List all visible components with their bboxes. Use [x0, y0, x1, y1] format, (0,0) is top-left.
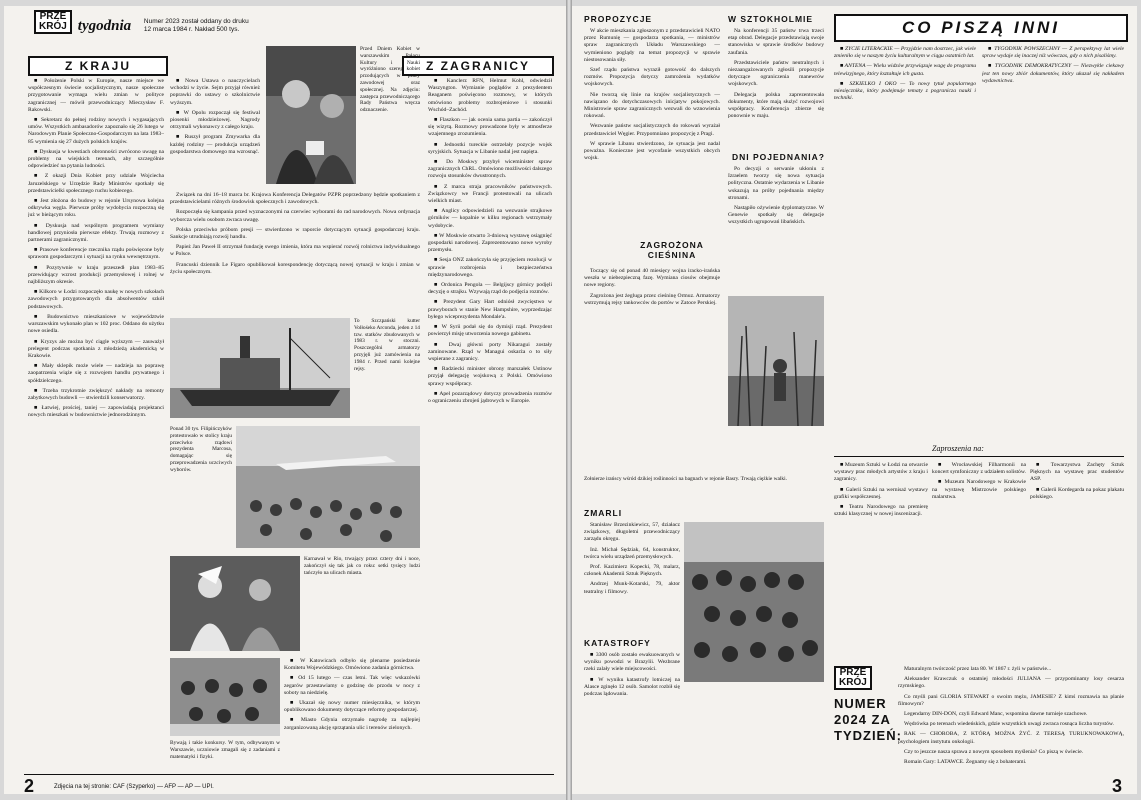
next-issue-item: Aleksander Krawczuk o ostatniej młodości JULIANA — przypominamy losy cesarza rzymskiego. — [898, 676, 1124, 690]
award-ceremony-caption: Przed Dniem Kobiet w warszawskim Pałacu Kultury i Nauki wyróżniono szereg kobiet przodujących w pracy zawodowej oraz społecznej. Na zdjęciu: zastępca przewodniczącego Rady Państwa wręcza odznaczenie. — [360, 46, 420, 114]
photo-credits: Zdjęcia na tej stronie: CAF (Szyperko) — AFP — AP — UPI. — [54, 784, 214, 790]
next-issue-list — [898, 666, 1124, 790]
zagranica-column — [428, 78, 552, 770]
kraj-item: ■ Kryzys ale można być ciągle wyższym — zauważył prelegent podczas spotkania z młodzieżą akademicką w Krakowie. — [28, 338, 164, 359]
kraj-item: ■ Od 15 lutego — czas letni. Tak więc wskazówki zegarów przestawiamy o godzinę do przodu w nocy z soboty na niedzielę. — [284, 675, 420, 696]
zagranica-item: ■ Flaszkon — jak ocenia sama partia — zakończył się wizytą. Rozmowy prowadzone były w atmosferze wzajemnego zrozumienia. — [428, 117, 552, 138]
left-page — [4, 6, 566, 794]
zagranica-item: ■ Do Moskwy przybył wiceminister spraw zagranicznych ChRL. Omówiono możliwości dalszego rozwoju stosunków dwustronnych. — [428, 159, 552, 180]
kraj-item: ■ Prasowe konferencje rzecznika rządu poświęcone były sprawom gospodarczym i sytuacji na rynku wewnętrznym. — [28, 247, 164, 261]
katastrofy-heading: KATASTROFY — [584, 638, 651, 648]
zaproszenia-rule — [834, 456, 1124, 457]
kraj-item: ■ Miasto Gdynia otrzymało nagrodę za najlepiej zorganizowaną akcję sprzątania ulic i terenów zielonych. — [284, 717, 420, 731]
ship-caption: To Szczpański kutter Volłośeko Arconda, jeden z 14 tzw. statków zbudowanych w 1983 r. w stoczni. Poszczególni armatorzy przyjęli już zamówienia na 1984 r. Przed nami kolejne rejsy. — [354, 318, 420, 372]
kraj-item: ■ Pozytywnie w kraju przeszedł plan 1983–85 przewidujący wzrost produkcji przemysłowej i rolnej w najbliższym okresie. — [28, 264, 164, 286]
next-issue-item: Czy to jeszcze nasza sprawa z nowym sposobem myślenia? Co piszą w świecie. — [904, 748, 1084, 755]
zagrozona-column: Toczący się od ponad 40 miesięcy wojna iracko-irańska weszła w niebezpieczną fazę. Wymiana ciosów obejmuje nowe regiony. Zagrożona jest żegluga przez cieśninę Ormuz. Armatorzy wstrzymują rejsy tankowców do portów w Zatoce Perskiej. — [584, 268, 720, 306]
kraj-item: ■ Ukazał się nowy numer miesięcznika, w którym opublikowano dokumenty dotyczące reformy gospodarczej. — [284, 700, 420, 714]
zmarli-column: Stanisław Brzezinkiewicz, 57, działacz związkowy, długoletni przewodniczący zarządu okręgu. Inż. Michał Sędziak, 64, konstruktor, twórca wielu urządzeń przemysłowych. Prof. Kazimierz Kopecki, 78, malarz, członek Akademii Sztuk Pięknych. Andrzej Munk-Kotarski, 79, aktor teatralny i filmowy. — [584, 522, 680, 595]
swamp-caption: Żołnierze irańscy wśród dzikiej roślinności na bagnach w rejonie Basry. Trwają ciężkie walki. — [584, 476, 787, 482]
classroom-photo — [170, 658, 280, 736]
zagranica-item: ■ Dwaj główni porty Nikaragui zostały zaminowane. Rząd w Managui oskarża o to siły wspierane z zagranicy. — [428, 341, 552, 362]
right-page — [572, 6, 1137, 794]
kraj-item: Papież Jan Paweł II otrzymał fundację swego imienia, która ma wspierać rozwój rolnictwa indywidualnego w Polsce. — [170, 244, 420, 258]
kraj-item: Francuski dziennik Le Figaro opublikował korespondencję dotyczącą nowej sytuacji w kraju i zmian w życiu społecznym. — [170, 261, 420, 275]
next-issue-item: Romain Gary: LATAWCE. Żegnamy się z bohaterami. — [904, 759, 1027, 766]
kraj-item: ■ Kilkoro w Łodzi rozpoczęło naukę w nowych szkołach zawodowych przygotowanych dla absolwentów szkół podstawowych. — [28, 289, 164, 310]
zagrozona-heading: ZAGROŻONA CIEŚNINA — [640, 240, 704, 260]
dni-column: Po decyzji o serwanie ukłoniu z Izraelem tworzy się nowa sytuacja polityczna. Ostatnie wydarzenia w Libanie wskazują na próby pojednania między stronami. Nastąpiło ożywienie dyplomatyczne. W Genewie spotkały się delegacje wszystkich ugrupowań libańskich. — [728, 166, 824, 226]
zagranica-item: ■ W Moskwie otwarto 3-dniową wystawę osiągnięć gospodarki narodowej. Zaprezentowano nowe wyroby przemysłu. — [428, 232, 552, 254]
zaproszenia-column-1: ■ Muzeum Sztuki w Łodzi na otwarcie wystawy prac młodych artystów z kraju i zagranicy. ■ Galerii Sztuki na wernisaż wystawy grafiki współczesnej. ■ Teatru Narodowego na premierę sztuki klasycznej w nowej inscenizacji. — [834, 462, 928, 518]
kraj-item: ■ Mały sklepik może wiele — nadzieja na poprawę zaopatrzenia wiąże się z rozwojem handlu prywatnego i spółdzielczego. — [28, 363, 164, 384]
zagranica-item: ■ Apel pozarządowy dotyczy prowadzenia rozmów o ograniczeniu zbrojeń jądrowych w Europie. — [428, 390, 552, 404]
kraj-column-2-bottom — [284, 658, 420, 768]
inni-column-1: ■ ŻYCIE LITERACKIE — Przyjdzie nam dostrzec, jak wiele zmieniło się w naszym życiu kulturalnym w ciągu ostatnich lat. ■ ANTENA — Wielu widzów przywiązuje wagę do programu telewizyjnego, który kształtuje ich gusta. ■ SZKIELKO I OKO — To nowy tytuł popularnego miesięcznika, który podejmuje tematy z pogranicza nauki i techniki. — [834, 46, 976, 102]
masthead-logo: PRZE KRÓJ — [34, 10, 72, 34]
carnival-photo — [170, 556, 300, 651]
kraj-item: ■ Ruszył program Zmywarka dla każdej rodziny — produkcja urządzeń gospodarstwa domowego ma wzrosnąć. — [170, 134, 260, 155]
kraj-item: ■ Dyskusja w kwestiach obronności zwrócono uwagę na problemy na wiejskich terenach, aby szczególnie odpowiedzieć na pytania ludności. — [28, 148, 164, 170]
protest-photo — [236, 426, 420, 548]
zagranica-item: ■ Sesja ONZ zakończyła się przyjęciem rezolucji w sprawie rozbrojenia i bezpieczeństwa międzynarodowego. — [428, 257, 552, 278]
section-header-poland: Z KRAJU — [28, 56, 168, 76]
zagranica-item: ■ Radziecki minister obrony marszałek Ustinow przyjął delegację wojskową z Polski. Omówiono sprawy współpracy. — [428, 366, 552, 387]
zagranica-item: ■ Ordonica Pengola — Belgijscy górnicy podjęli decyzję o strajku. Wzywają rząd do podjęcia rozmów. — [428, 282, 552, 296]
zaproszenia-column-2: ■ Wrocławskiej Filharmonii na koncert symfoniczny z udziałem solistów. ■ Muzeum Narodowego w Krakowie na wystawę Mistrzowie polskiego malarstwa. — [932, 462, 1026, 500]
kraj-column-2-top — [170, 78, 260, 186]
kraj-item: ■ Jest złożona do budowy w rejonie Ursynowa kolejna odkrywka węgla. Pierwsze próby wydobycia rozpoczną się już w bieżącym roku. — [28, 198, 164, 219]
propozycje-heading: PROPOZYCJE — [584, 14, 653, 24]
carnival-caption: Karnawał w Rio, trwający przez cztery dni i noce, zakończył się tak jak co roku: setki tysięcy ludzi tańczyło na ulicach miasta. — [304, 556, 420, 576]
next-issue-item: Maturalnym twórczość przez lata 80. W 1867 r. żyli w państwie... — [904, 666, 1052, 672]
zagranica-item: ■ Z marca straja pracowników państwowych. Związkowcy we Francji protestowali na ulicach wielkich miast. — [428, 183, 552, 205]
kraj-item: ■ Z okazji Dnia Kobiet przy udziale Wojciecha Jaruzelskiego w Urzędzie Rady Ministrów spotkały się przedstawicielki społecznego ruchu kobiecego. — [28, 173, 164, 194]
co-pisza-inni-banner: CO PISZĄ INNI — [834, 14, 1128, 42]
kraj-column-1 — [28, 78, 164, 768]
kraj-item: ■ W Katowicach odbyło się plenarne posiedzenie Komitetu Wojewódzkiego. Omówiono zadania górnictwa. — [284, 658, 420, 672]
propozycje-column: W akcie mieszkania zgłoszonym z przedstawicieli NATO przez Rumunię — gospodarza spotkania, — ministrów spraw zagranicznych Układu Warszawskiego — wymieniono poglądy na temat propozycji w sprawie niestosowania siły. Szef rządu państwa wyraził gotowość do dalszych rozmów. Propozycja dotyczy zamrożenia wydatków wojskowych. Nie tworzą się linie na krajów socjalistycznych — nawiązano do dotychczasowych inicjatyw pokojowych. Ministrowie spraw zagranicznych wezwali do wznowienia rokowań. Wezwanie państw socjalistycznych do rokowań wyrażał przedstawiciel Węgier. Przypomniano propozycję z Pragi. W sprawie Libanu stwierdzono, że sytuacja jest nadal poważna. Konieczne jest wycofanie wszystkich obcych wojsk. — [584, 28, 720, 162]
kraj-middle-block — [170, 192, 420, 310]
page-number-right: 3 — [1112, 776, 1123, 794]
katastrofy-column: ■ 3300 osób zostało ewakuowanych w wyniku powodzi w Brazylii. Wezbrane rzeki zalały wiele miejscowości. ■ W wyniku katastrofy lotniczej na Alasce zginęło 12 osób. Samolot rozbił się podczas lądowania. — [584, 652, 680, 698]
dni-heading: DNI POJEDNANIA? — [732, 152, 825, 162]
footer-rule — [24, 774, 554, 775]
next-issue-item: Legendarny DIN-DON, czyli Edward Manc, wspomina dawne turnieje szachowe. — [904, 711, 1088, 718]
next-issue-logo: PRZE KRÓJ — [834, 666, 872, 690]
next-issue-item: Co myśli pani GLORIA STEWART o swoim mężu, JAMESIE? Z kimś rozmawia na planie filmowym? — [898, 693, 1124, 707]
zmarli-heading: ZMARLI — [584, 508, 623, 518]
next-issue-item: Wędrówka po terenach wiedeńskich, gdzie wszystkich uwagi zwraca rosnąca liczba turystów. — [904, 721, 1114, 728]
zagranica-item: ■ Anglicy odpowiedzieli na wezwanie strajkowe górników — kopalnie w kilku regionach wstrzymały wydobycie. — [428, 208, 552, 229]
zagranica-item: ■ Prezydent Gary Hart odniósł zwycięstwo w prawyborach w stanie New Hampshire, wyprzedzając byłego wiceprezydenta Mondale'a. — [428, 299, 552, 320]
cemetery-caption — [684, 686, 824, 726]
swamp-soldiers-photo — [728, 296, 824, 426]
zagranica-item: ■ W Syrii podał się do dymisji rząd. Prezydent powierzył misję utworzenia nowego gabinetu. — [428, 324, 552, 338]
protest-caption: Ponad 30 tys. Filipińczyków protestowało w stolicy kraju przeciwko rządowi prezydenta Marcosa, domagając się przeprowadzenia uczciwych wyborów. — [170, 426, 232, 473]
kraj-item: ■ Nowa Ustawa o nauczycielach wchodzi w życie. Sejm przyjął również poprawki do ustawy o szkolnictwie wyższym. — [170, 78, 260, 106]
award-ceremony-photo — [266, 46, 356, 184]
kraj-item: ■ Trzeba trzykrotnie zwiększyć nakłady na remonty zabytkowych budowli — stwierdzili konserwatorzy. — [28, 387, 164, 401]
issue-info: Numer 2023 został oddany do druku 12 marca 1984 r. Nakład 500 tys. — [143, 18, 249, 34]
ship-photo — [170, 318, 350, 418]
zagranica-item: ■ Kanclerz RFN, Helmut Kohl, odwiedził Waszyngton. Wymianie poglądów z prezydentem Reaganem poświęcono rozmowy, w których omówiono problemy rozbrojeniowe i stosunki Wschód–Zachód. — [428, 78, 552, 113]
kraj-item: ■ Położenie Polski w Europie, nasze miejsce we współczesnym świecie socjalistycznym, nasze społeczne przygotowanie wymaga wielu zmian w polityce zagranicznej — mówił przewodniczący Mieczysław F. Rakowski. — [28, 78, 164, 113]
section-header-world: Z ZAGRANICY — [402, 56, 554, 76]
kraj-item: ■ Budownictwo mieszkaniowe w województwie warszawskim wykonało plan w 102 proc. Oddano do użytku nowe osiedla. — [28, 313, 164, 335]
zaproszenia-heading: Zaproszenia na: — [932, 444, 984, 453]
kraj-item: Rozpoczęła się kampania przed wyznaczonymi na czerwiec wyborami do rad narodowych. Nowa ordynacja wyborcza wielu osobom zwraca uwagę. — [170, 209, 420, 223]
masthead — [34, 10, 249, 35]
zaproszenia-column-3: ■ Towarzystwa Zachęty Sztuk Pięknych na wystawę prac studentów ASP. ■ Galerii Kordegarda na pokaz plakatu polskiego. — [1030, 462, 1124, 500]
sztokholm-column: Na konferencji 35 państw trwa trzeci etap obrad. Delegacje przedstawiają swoje stanowiska w sprawie środków budowy zaufania. Przedstawiciele państw neutralnych i niezaangażowanych zgłosili propozycje dotyczące ograniczenia manewrów wojskowych. Delegacja polska zaprezentowała dokumenty, które mają służyć rozwojowi współpracy. Konferencja zbierze się ponownie w maju. — [728, 28, 824, 120]
kraj-item: ■ Dyskusja nad wspólnym programem wymiany handlowej przyniosła pierwsze efekty. Trwają rozmowy z partnerami zagranicznymi. — [28, 222, 164, 244]
masthead-title: tygodnia — [77, 17, 132, 34]
kraj-item: Związek na dni 16–18 marca br. Krajowa Konferencja Delegatów PZPR poprzedzony będzie spotkaniem z przedstawicielami różnych środowisk społecznych i zawodowych. — [170, 192, 420, 206]
sztokholm-heading: W SZTOKHOLMIE — [728, 14, 814, 24]
page-number-left: 2 — [24, 776, 35, 794]
kraj-item: ■ W Opolu rozpoczął się festiwal piosenki młodzieżowej. Nagrody otrzymali wykonawcy z całego kraju. — [170, 109, 260, 131]
next-issue-heading: NUMER 2024 ZA TYDZIEŃ: — [834, 696, 902, 743]
next-issue-item: RAK — CHOROBA, Z KTÓRĄ MOŻNA ŻYĆ. Z TERESĄ TURUKNOWAKOWĄ, psychologiem instytutu onkologii. — [898, 731, 1124, 745]
kraj-item: Polska przeciwko próbom presji — stwierdzono w raporcie dotyczącym sytuacji gospodarczej kraju. Sankcje utrudniają rozwój handlu. — [170, 226, 420, 241]
inni-column-2: ■ TYGODNIK POWSZECHNY — Z perspektywy lat wiele spraw wydaje się inaczej niż wówczas, gdy o nich pisaliśmy. ■ TYGODNIK DEMOKRATYCZNY — Niezwykle ciekawy jest ten nowy zbiór dokumentów, który ukazał się nakładem wydawnictwa. — [982, 46, 1124, 84]
cemetery-crowd-photo — [684, 522, 824, 682]
classroom-caption: Bywają i takie konkursy. W tym, odbywanym w Warszawie, uczniowie zmagali się z zadaniami z matematyki i fizyki. — [170, 740, 280, 760]
zagranica-item: ■ Jednostki tureckie ostrzelały pozycje wojsk syryjskich. Sytuacja w Libanie nadal jest napięta. — [428, 141, 552, 155]
kraj-item: ■ Sekretarz do pełnej rodziny nowych i wygasających umów. Wszystkich ambasadorów zapoznało się 26 lutego w Narodowym Planie Społeczno-Gospodarczym na lata 1983–85 wymienia się 27 dużych polskich krajów. — [28, 117, 164, 145]
kraj-item: ■ Łatwiej, prościej, taniej — zapowiadają projektanci nowych mieszkań w budownictwie jednorodzinnym. — [28, 405, 164, 419]
